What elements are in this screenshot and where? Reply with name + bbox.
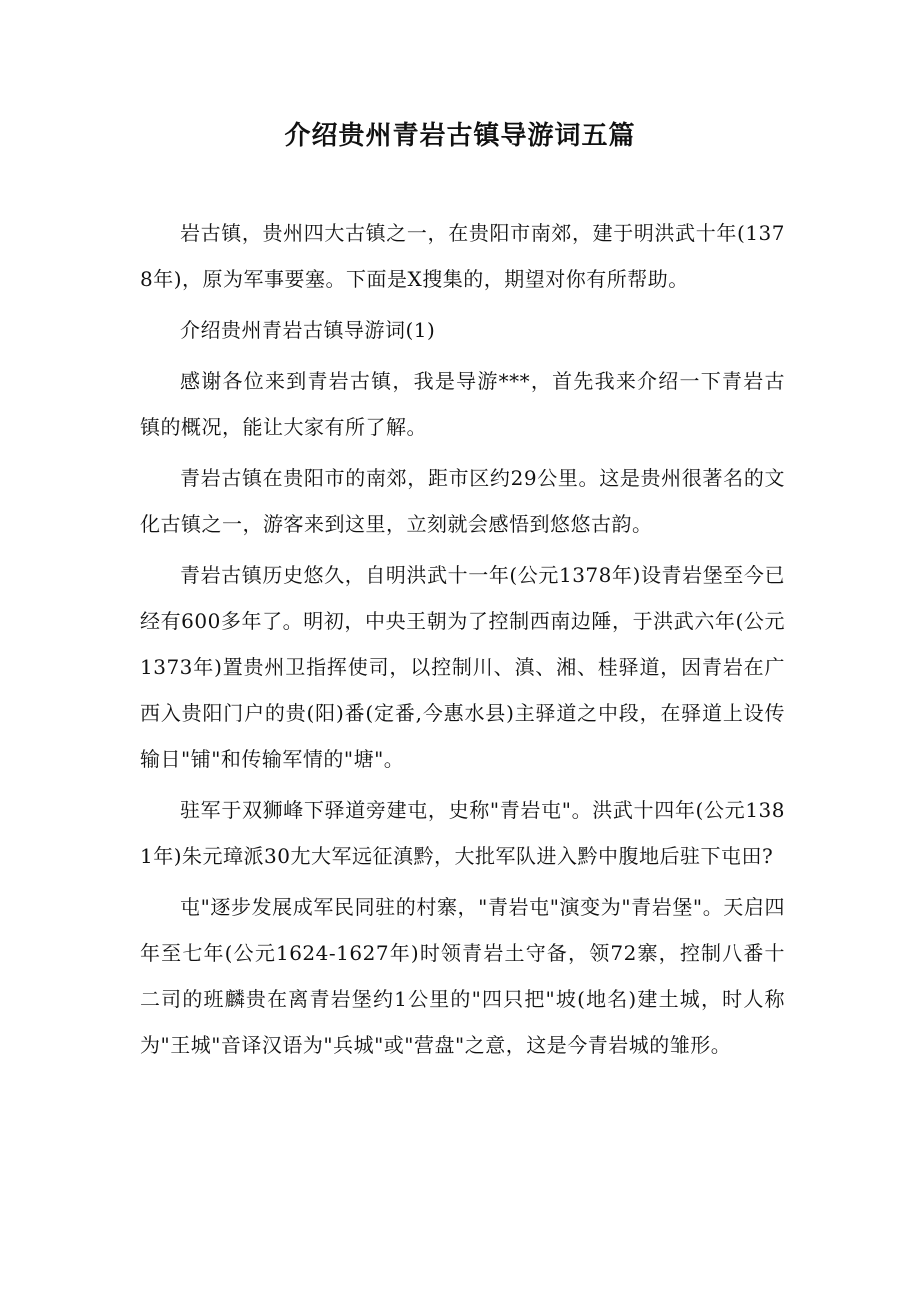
paragraph-evolution: 屯"逐步发展成军民同驻的村寨，"青岩屯"演变为"青岩堡"。天启四年至七年(公元1624-1627年)时领青岩土守备，领72寨，控制八番十二司的班麟贵在离青岩堡约1公里的"四只把"坡(地名)建土城，时人称为"王城"音译汉语为"兵城"或"营盘"之意，这是今青岩城的雏形。 [140,895,785,1057]
document-title: 介绍贵州青岩古镇导游词五篇 [284,121,636,151]
paragraph-garrison: 驻军于双狮峰下驿道旁建屯，史称"青岩屯"。洪武十四年(公元1381年)朱元璋派30尢大军远征滇黔，大批军队进入黔中腹地后驻下屯田? [140,798,785,868]
document-body [140,210,785,1073]
paragraph-welcome: 感谢各位来到青岩古镇，我是导游***，首先我来介绍一下青岩古镇的概况，能让大家有所了解。 [140,369,785,439]
paragraph-location: 青岩古镇在贵阳市的南郊，距市区约29公里。这是贵州很著名的文化古镇之一，游客来到这里，立刻就会感悟到悠悠古韵。 [140,466,785,536]
paragraph-intro: 岩古镇，贵州四大古镇之一，在贵阳市南郊，建于明洪武十年(1378年)，原为军事要塞。下面是X搜集的，期望对你有所帮助。 [140,221,785,291]
paragraph-history: 青岩古镇历史悠久，自明洪武十一年(公元1378年)设青岩堡至今已经有600多年了。明初，中央王朝为了控制西南边陲，于洪武六年(公元1373年)置贵州卫指挥使司，以控制川、滇、湘、桂驿道，因青岩在广西入贵阳门户的贵(阳)番(定番,今惠水县)主驿道之中段，在驿道上设传输日"铺"和传输军情的"塘"。 [140,563,785,771]
paragraph-section-heading: 介绍贵州青岩古镇导游词(1) [180,318,436,342]
